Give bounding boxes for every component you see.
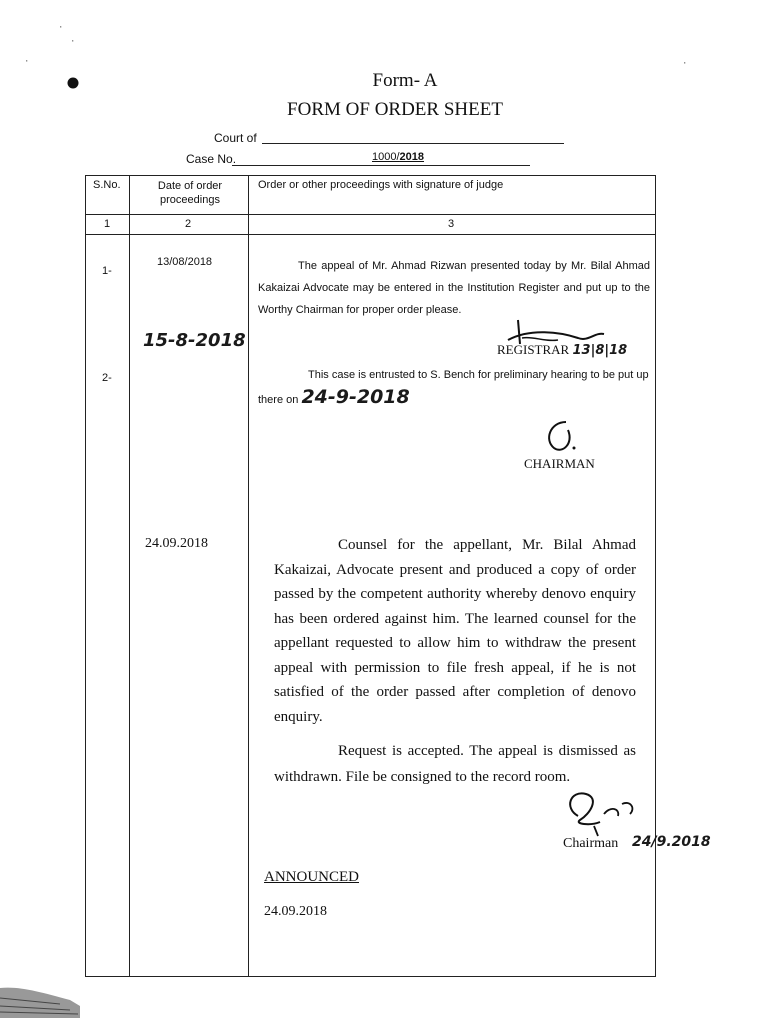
entry-2-hearing-date: 24-9-2018 — [301, 386, 410, 408]
scan-artifact — [0, 978, 80, 1018]
court-field-line — [262, 143, 564, 144]
header-order: Order or other proceedings with signature of judge — [258, 179, 504, 191]
scan-noise: · — [24, 57, 30, 67]
announced-date: 24.09.2018 — [264, 904, 327, 919]
column-divider — [129, 175, 130, 977]
scan-noise: · — [70, 37, 76, 47]
column-number-1: 1 — [104, 218, 111, 230]
chairman-initial-signature — [540, 416, 580, 456]
entry-3-signature-date: 24/9.2018 — [632, 834, 711, 850]
announced-label: ANNOUNCED — [264, 869, 359, 885]
entry-1-text: The appeal of Mr. Ahmad Rizwan presented today by Mr. Bilal Ahmad Kakaizai Advocate may be entered in the Institution Register and put up to the Worthy Chairman for proper order please. — [258, 260, 650, 316]
header-date: Date of order proceedings — [157, 180, 223, 206]
scan-noise: · — [58, 23, 64, 33]
court-label: Court of — [214, 131, 257, 145]
column-number-2: 2 — [185, 218, 192, 230]
entry-3-paragraph-2: Request is accepted. The appeal is dismissed as withdrawn. File be consigned to the record room. — [274, 743, 636, 785]
column-divider — [248, 175, 249, 977]
column-number-3: 3 — [448, 218, 455, 230]
entry-3-signer-label: Chairman — [563, 836, 619, 851]
chairman-signature — [560, 786, 640, 840]
form-label: Form- A — [372, 70, 438, 91]
entry-3-paragraph-1: Counsel for the appellant, Mr. Bilal Ahmad Kakaizai, Advocate present and produced a copy of order passed by the competent authority whereby denovo enquiry has been ordered against him. The learned counsel for the appellant requested to allow him to withdraw the present appeal with permission to file fresh appeal, if he is not satisfied of the order passed after completion of denovo enquiry. — [274, 537, 636, 725]
entry-1-sno: 1- — [102, 265, 112, 277]
registrar-date: 13|8|18 — [572, 343, 628, 358]
registrar-label: REGISTRAR 13|8|18 — [497, 342, 628, 358]
header-divider — [85, 214, 656, 215]
page-title: FORM OF ORDER SHEET — [287, 99, 503, 120]
entry-1-date: 13/08/2018 — [157, 256, 213, 268]
entry-2-sno: 2- — [102, 372, 112, 384]
scan-noise: · — [682, 59, 688, 69]
case-field-line — [232, 165, 530, 166]
column-number-divider — [85, 234, 656, 235]
entry-2-signer-label: CHAIRMAN — [524, 456, 595, 471]
case-label: Case No. — [186, 152, 237, 166]
header-sno: S.No. — [93, 179, 121, 191]
entry-2-text: This case is entrusted to S. Bench for preliminary hearing to be put up there on 24-9-2018 — [258, 369, 649, 408]
entry-3-date: 24.09.2018 — [145, 536, 208, 551]
entry-1-handwritten-date: 15-8-2018 — [143, 330, 246, 351]
case-number: 1000/2018 — [372, 151, 425, 163]
